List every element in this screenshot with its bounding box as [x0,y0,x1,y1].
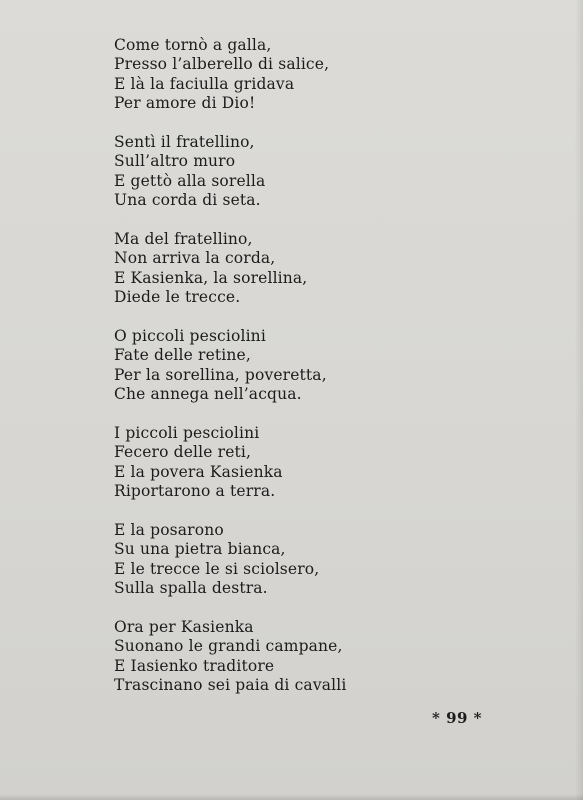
poem-text [114,36,534,715]
stanza-2 [114,133,534,210]
verse-line: E la povera Kasienka [114,462,283,481]
verse-line: Ma del fratellino, [114,229,253,248]
verse-line: O piccoli pesciolini [114,326,266,345]
page-edge-shadow [575,0,583,800]
verse-line: E gettò alla sorella [114,171,266,190]
verse-line: Fecero delle reti, [114,443,252,462]
page-number: * 99 * [432,709,483,727]
verse-line: Per amore di Dio! [114,93,256,112]
stanza-6 [114,521,534,598]
verse-line: Sentì il fratellino, [114,132,255,151]
stanza-7 [114,618,534,695]
page-bottom-shadow [0,794,583,800]
verse-line: Una corda di seta. [114,190,261,209]
verse-line: I piccoli pesciolini [114,423,260,442]
stanza-1 [114,36,534,113]
verse-line: E Kasienka, la sorellina, [114,268,308,287]
verse-line: Non arriva la corda, [114,249,276,268]
verse-line: E là la faciulla gridava [114,74,295,93]
verse-line: Diede le trecce. [114,287,241,306]
verse-line: Trascinano sei paia di cavalli [114,675,347,694]
verse-line: Sulla spalla destra. [114,578,268,597]
verse-line: Per la sorellina, poveretta, [114,365,327,384]
stanza-5 [114,424,534,501]
stanza-4 [114,327,534,404]
verse-line: Presso l’alberello di salice, [114,55,330,74]
verse-line: E le trecce le si sciolsero, [114,559,320,578]
verse-line: Fate delle retine, [114,346,251,365]
verse-line: E la posarono [114,520,224,539]
verse-line: Su una pietra bianca, [114,540,286,559]
verse-line: Che annega nell’acqua. [114,384,302,403]
verse-line: Suonano le grandi campane, [114,637,343,656]
verse-line: E Iasienko traditore [114,656,275,675]
stanza-3 [114,230,534,307]
verse-line: Sull’altro muro [114,152,236,171]
verse-line: Riportarono a terra. [114,481,276,500]
verse-line: Come tornò a galla, [114,36,272,54]
verse-line: Ora per Kasienka [114,617,254,636]
